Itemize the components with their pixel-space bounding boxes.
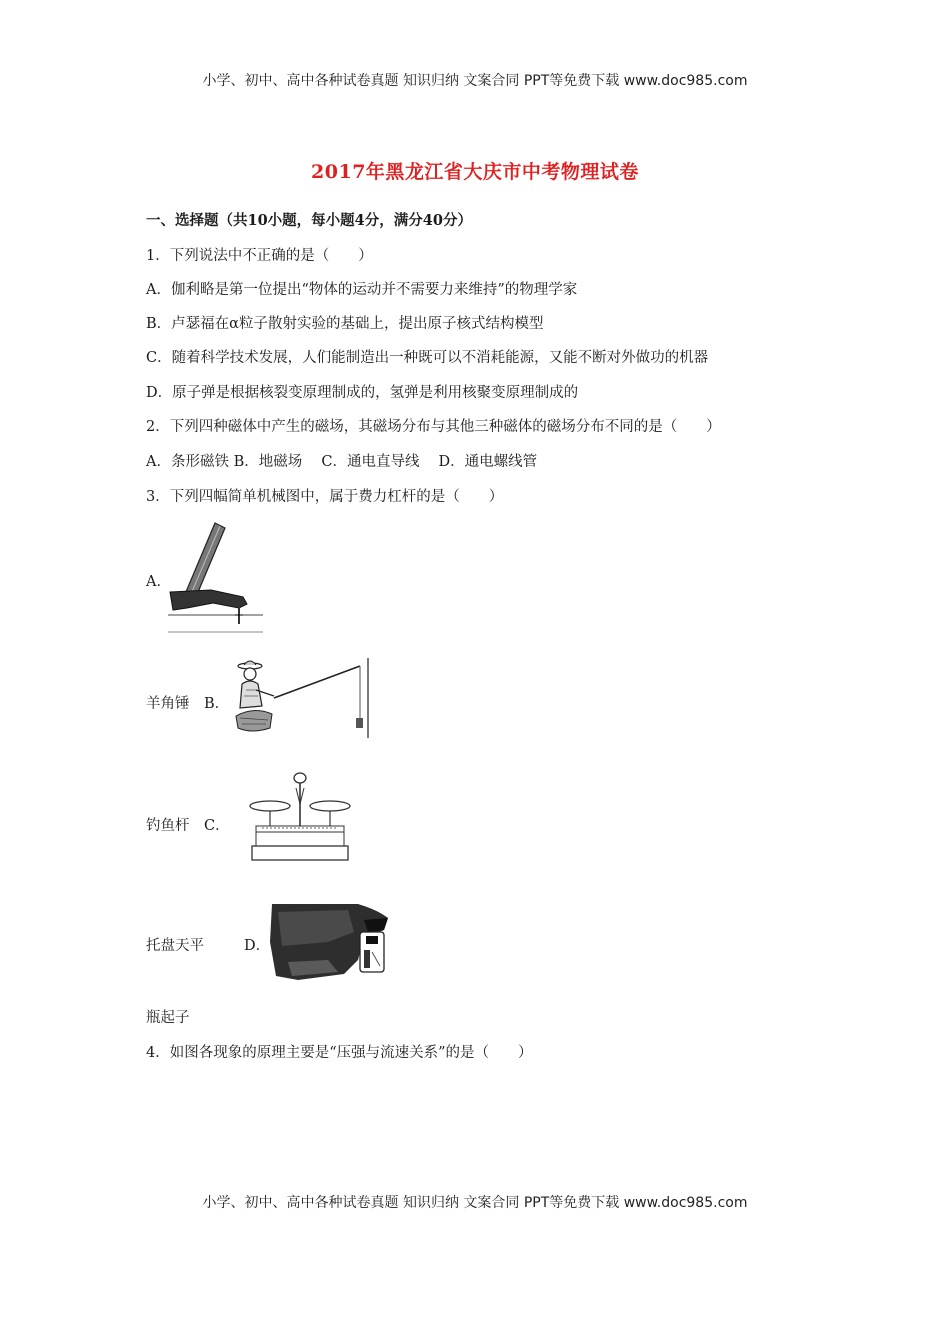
bottle-opener-figure <box>268 902 394 982</box>
question-3-option-d-caption: 瓶起子 <box>146 1010 190 1026</box>
question-3-option-d-letter: D． <box>244 938 271 954</box>
fishing-rod-figure <box>234 656 374 740</box>
question-1-option-b: B．卢瑟福在α粒子散射实验的基础上，提出原子核式结构模型 <box>146 316 544 332</box>
question-3-option-b-text: 羊角锤 B． <box>146 696 230 712</box>
claw-hammer-figure <box>165 520 265 635</box>
question-2-stem: 2．下列四种磁体中产生的磁场，其磁场分布与其他三种磁体的磁场分布不同的是（ ） <box>146 419 721 435</box>
tray-balance-figure <box>242 770 362 866</box>
question-1-option-c: C．随着科学技术发展，人们能制造出一种既可以不消耗能源，又能不断对外做功的机器 <box>146 350 709 366</box>
question-2-options: A．条形磁铁 B．地磁场 C．通电直导线 D．通电螺线管 <box>146 454 538 470</box>
question-3-option-c-caption: 托盘天平 <box>146 938 204 954</box>
question-1-option-a: A．伽利略是第一位提出“物体的运动并不需要力来维持”的物理学家 <box>146 282 578 298</box>
question-1-option-d: D．原子弹是根据核裂变原理制成的，氢弹是利用核聚变原理制成的 <box>146 385 579 401</box>
question-4-stem: 4．如图各现象的原理主要是“压强与流速关系”的是（ ） <box>146 1045 533 1061</box>
question-3-option-c-text: 钓鱼杆 C． <box>146 818 230 834</box>
section-heading: 一、选择题（共10小题，每小题4分，满分40分） <box>146 212 472 229</box>
page-title: 2017年黑龙江省大庆市中考物理试卷 <box>311 161 639 183</box>
question-1-stem: 1．下列说法中不正确的是（ ） <box>146 248 373 264</box>
page-footer: 小学、初中、高中各种试卷真题 知识归纳 文案合同 PPT等免费下载 www.doc985.com <box>202 1195 748 1211</box>
question-3-stem: 3．下列四幅简单机械图中，属于费力杠杆的是（ ） <box>146 489 504 505</box>
question-3-option-a-letter: A． <box>146 574 171 590</box>
page-header: 小学、初中、高中各种试卷真题 知识归纳 文案合同 PPT等免费下载 www.doc985.com <box>202 73 748 89</box>
